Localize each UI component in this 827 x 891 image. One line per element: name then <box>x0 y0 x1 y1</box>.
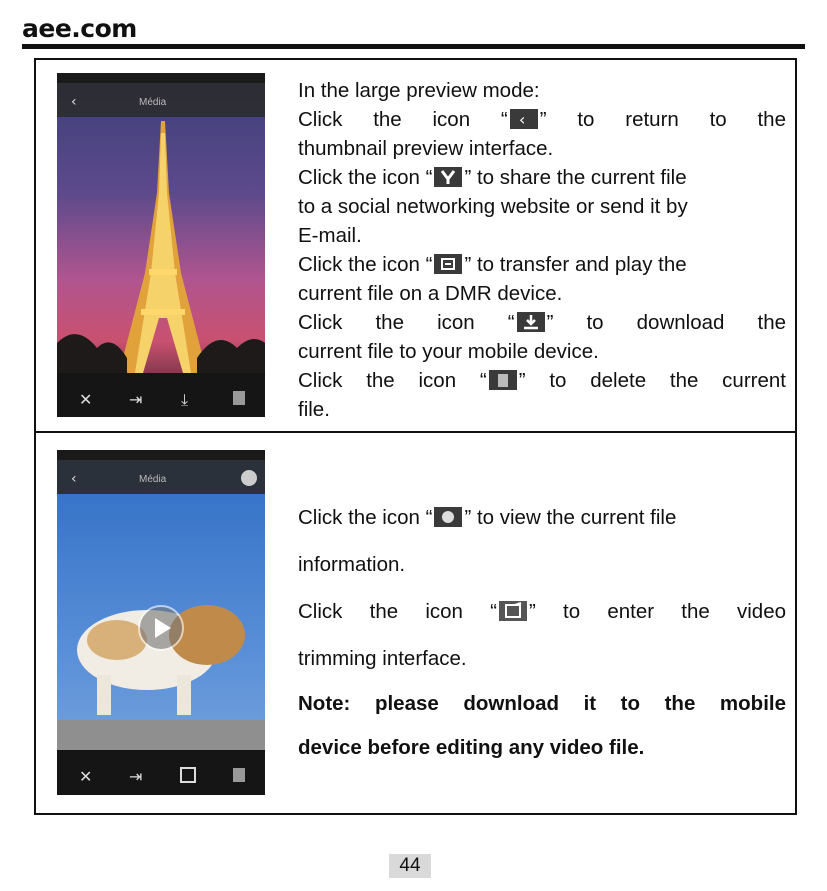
info-icon <box>434 507 462 527</box>
text-fragment: ” to delete the current <box>518 369 786 392</box>
text-fragment: ” to view the current file <box>464 506 677 529</box>
section1-line12: file. <box>298 398 330 421</box>
page-number: 44 <box>389 854 431 878</box>
text-fragment: Click the icon “ <box>298 166 433 189</box>
header-logo: aee.com <box>22 14 137 43</box>
section2-line1 <box>298 503 786 532</box>
text-fragment: ” to return to the <box>539 108 786 131</box>
frame-divider <box>34 431 797 433</box>
text-fragment: ” to transfer and play the <box>464 253 687 276</box>
section1-line5: to a social networking website or send it by <box>298 195 688 218</box>
text-fragment: Click the icon “ <box>298 506 433 529</box>
svg-text:‹: ‹ <box>71 94 77 110</box>
section1-line8: current file on a DMR device. <box>298 282 563 305</box>
download-icon <box>517 312 545 332</box>
section1-line1: In the large preview mode: <box>298 79 540 102</box>
screenshot-dog-video <box>57 450 265 795</box>
svg-text:‹: ‹ <box>71 471 77 487</box>
svg-text:‹: ‹ <box>518 110 526 129</box>
section2-line3 <box>298 597 786 626</box>
note <box>298 691 786 761</box>
screenshot-title: Média <box>139 97 167 108</box>
transfer-icon <box>434 254 462 274</box>
note-line1: Note: please download it to the mobile <box>298 692 786 715</box>
text-fragment: Click the icon “ <box>298 600 497 623</box>
section2-line2: information. <box>298 553 406 576</box>
svg-text:⤓: ⤓ <box>181 390 189 409</box>
text-fragment: ” to share the current file <box>464 166 687 189</box>
screenshot-eiffel <box>57 73 265 417</box>
section1-line9 <box>298 308 786 337</box>
section1-line4 <box>298 163 786 192</box>
section2-text <box>298 503 786 779</box>
section1-line2 <box>298 105 786 134</box>
text-fragment: Click the icon “ <box>298 108 508 131</box>
video-trim-icon <box>499 601 527 621</box>
text-fragment: Click the icon “ <box>298 311 515 334</box>
section1-line11 <box>298 366 786 395</box>
note-line2: device before editing any video file. <box>298 736 645 759</box>
text-fragment: Click the icon “ <box>298 253 433 276</box>
header-rule <box>22 44 805 49</box>
delete-icon <box>489 370 517 390</box>
svg-text:✕: ✕ <box>79 767 93 786</box>
svg-text:Média: Média <box>139 474 167 485</box>
section1-line10: current file to your mobile device. <box>298 340 599 363</box>
text-fragment: ” to download the <box>546 311 786 334</box>
section2-line4: trimming interface. <box>298 647 467 670</box>
svg-text:⇥: ⇥ <box>129 390 143 409</box>
section1-line3: thumbnail preview interface. <box>298 137 554 160</box>
section1-line7 <box>298 250 786 279</box>
text-fragment: Click the icon “ <box>298 369 487 392</box>
share-icon <box>434 167 462 187</box>
svg-text:✕: ✕ <box>79 390 93 409</box>
svg-text:⇥: ⇥ <box>129 767 143 786</box>
back-icon <box>510 109 538 129</box>
text-fragment: ” to enter the video <box>529 600 787 623</box>
section1-text <box>298 76 786 424</box>
section1-line6: E-mail. <box>298 224 362 247</box>
